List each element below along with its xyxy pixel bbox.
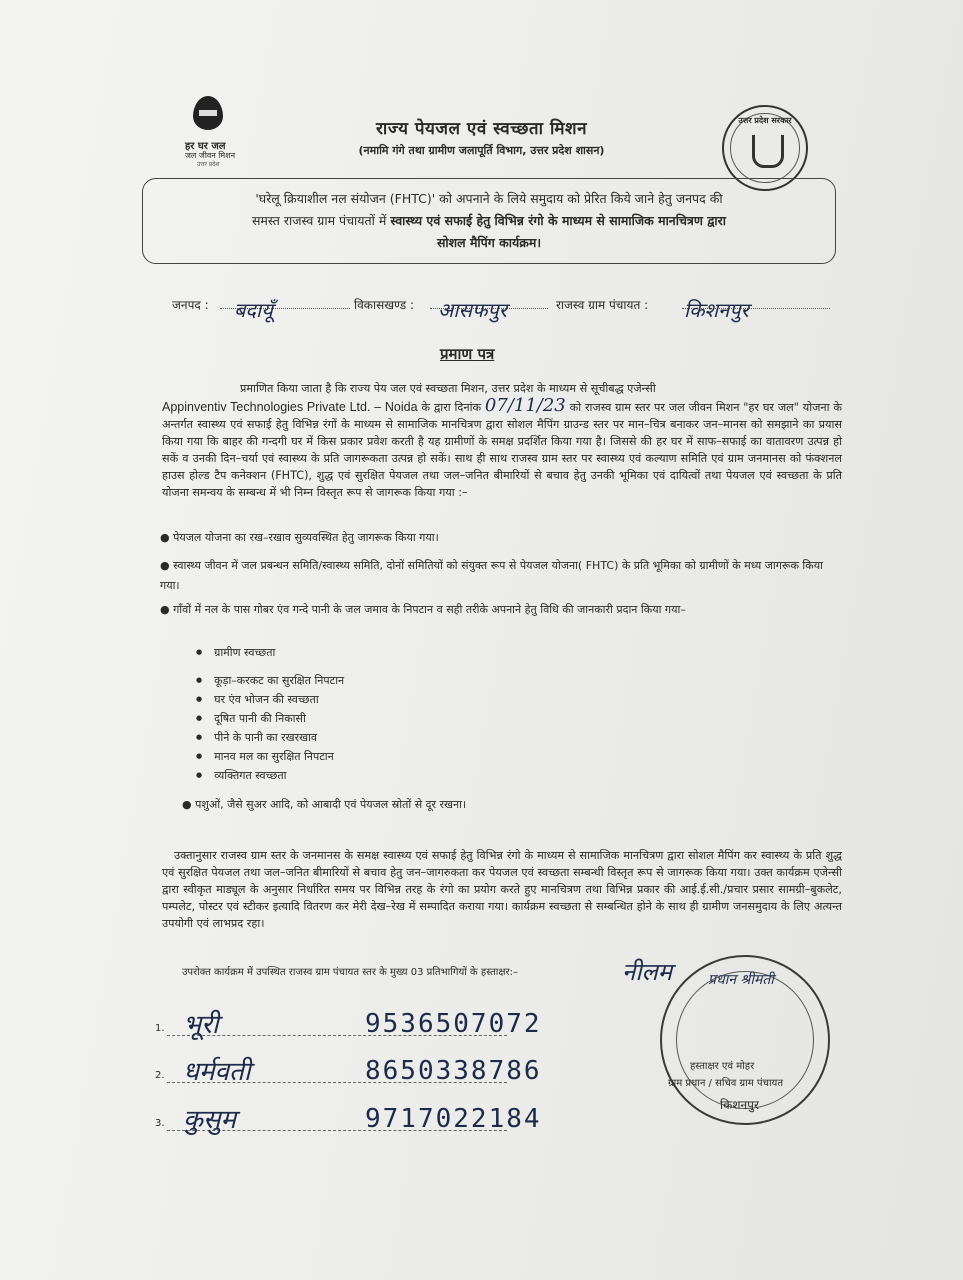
- block-value: आसफपुर: [438, 298, 507, 322]
- program-date: 07/11/23: [484, 395, 566, 416]
- page-title: राज्य पेयजल एवं स्वच्छता मिशन: [375, 119, 588, 139]
- participant-phone: 9536507072: [365, 1009, 542, 1039]
- list-item: ● घर एंव भोजन की स्वच्छता: [196, 692, 344, 711]
- signature-number: 1.: [155, 1023, 165, 1034]
- date-prefix: के द्वारा दिनांक: [417, 401, 485, 414]
- list-item: ● दूषित पानी की निकासी: [196, 711, 344, 730]
- signature-number: 3.: [155, 1118, 165, 1129]
- bullet-2: ● स्वास्थ्य जीवन में जल प्रबन्धन समिति/स्वास्थ्य समिति, दोनों समितियों को संयुक्त रूप से पेयजल योजना( FHTC) के प्रति भूमिका को ग्रामीणों के मध्य जागरूक किया गया।: [160, 559, 823, 592]
- para1-rest: को राजस्व ग्राम स्तर पर जल जीवन मिशन "हर घर जल" योजना के अन्तर्गत स्वास्थ्य एवं सफाई हेतु विभिन्न रंगों के माध्यम से सामाजिक मानचित्रण द्वारा सोशल मैपिंग ग्राउन्ड स्तर पर मान–चित्र बनाकर जन–मानस को समझाने का प्रयास किया गया कि बाहर की गन्दगी घर में किस प्रकार प्रवेश करती है यह ग्रामीणों के समक्ष प्रदर्शित किया गया है। जिससे की हर घर में साफ–सफाई का वातावरण उत्पन्न हो सकें व उनकी दिन–चर्या एवं स्वास्थ्य के प्रति जागरूकता उत्पन्न हो सकें। साथ ही साथ राजस्व ग्राम स्तर पर स्वास्थ्य एवं कल्याण समिति एवं ग्राम जनमानस को फंक्शनल हाउस होल्ड टैप कनेक्शन (FHTC), शुद्ध एवं सुरक्षित पेयजल तथा जल–जनित बीमारियों से बचाव हेतु उनकी भूमिका एवं दायित्वों तथा पेयजल एवं स्वच्छता के प्रति योजना समन्वय के सम्बन्ध में भी निम्न विस्तृत रूप से जागरूक किया गया :–: [162, 401, 842, 499]
- para1-line1: प्रमाणित किया जाता है कि राज्य पेय जल एवं स्वच्छता मिशन, उत्तर प्रदेश के माध्यम से सूचीबद्ध एजेन्सी: [240, 382, 656, 395]
- logo-line2: जल जीवन मिशन: [185, 151, 236, 160]
- para2-text: उक्तानुसार राजस्व ग्राम स्तर के जनमानस के समक्ष स्वास्थ्य एवं सफाई हेतु विभिन्न रंगो के माध्यम से सामाजिक मानचित्रण द्वारा सोशल मैपिंग कर स्वास्थ्य के प्रति शुद्ध एवं सुरक्षित पेयजल तथा जल–जनित बीमारियों से बचाव हेतु जन–जागरुकता कर पेयजल एवं स्वच्छता सम्बन्धी विस्तृत रूप से जागरूक किया गया। उक्त कार्यक्रम एजेन्सी द्वारा स्वीकृत माड्यूल के अनुसार निर्धारित समय पर विभिन्न तरह के रंगो का प्रयोग करते हुए मानचित्रण तथा विभिन्न प्रकार की आई.ई.सी./प्रचार प्रसार सामग्री–बुकलेट, पम्पलेट, पोस्टर एवं स्टीकर इत्यादि वितरण कर मेरी देख–रेख में सम्पादित कराया गया। कार्यक्रम स्वच्छता से सम्बन्धित होने के साथ ही ग्रामीण जनसमुदाय के लिए अत्यन्त उपयोगी एवं लाभप्रद रहा।: [162, 849, 842, 930]
- emblem-bow-icon: [752, 135, 784, 168]
- bullet-4-text: पशुओं, जैसे सुअर आदि, को आबादी एवं पेयजल स्रोतों से दूर रखना।: [195, 798, 467, 811]
- sanitation-sub-list: [196, 645, 344, 787]
- block-label: विकासखण्ड :: [354, 298, 415, 312]
- bullet-2-text: स्वास्थ्य जीवन में जल प्रबन्धन समिति/स्वास्थ्य समिति, दोनों समितियों को संयुक्त रूप से पेयजल योजना( FHTC) के प्रति भूमिका को ग्रामीणों के मध्य जागरूक किया गया।: [160, 559, 823, 592]
- list-item: ● व्यक्तिगत स्वच्छता: [196, 768, 344, 787]
- banner-line3-b: सोशल मैपिंग कार्यक्रम।: [436, 235, 542, 250]
- logo-line3: उत्तर प्रदेश: [197, 161, 220, 168]
- list-item: ● ग्रामीण स्वच्छता: [196, 645, 344, 664]
- stamp-line3: किशनपुर: [720, 1098, 759, 1112]
- participant-signature-3: [155, 1100, 595, 1144]
- participant-name: भूरी: [183, 1010, 219, 1040]
- list-item: ● कूड़ा–करकट का सुरक्षित निपटान: [196, 673, 344, 692]
- banner-line3: [157, 232, 821, 254]
- signature-number: 2.: [155, 1070, 165, 1081]
- participant-name: धर्मवती: [183, 1057, 251, 1087]
- program-banner: [142, 178, 836, 264]
- certificate-heading: प्रमाण पत्र: [440, 345, 495, 363]
- janpad-value: बदायूँ: [234, 298, 273, 322]
- bullet-3-text: गाँवों में नल के पास गोबर एंव गन्दे पानी के जल जमाव के निपटान व सही तरीके अपनाने हेतु विधि की जानकारी प्रदान किया गया–: [173, 603, 686, 616]
- agency-name: Appinventiv Technologies Private Ltd. – Noida: [162, 400, 418, 414]
- stamp-ring-text: प्रधान श्रीमती: [708, 972, 774, 988]
- logo-line1: हर घर जल: [185, 141, 226, 152]
- banner-line2: [157, 210, 821, 232]
- certificate-paragraph-1: [162, 380, 842, 501]
- gp-label: राजस्व ग्राम पंचायत :: [556, 298, 649, 312]
- participant-phone: 8650338786: [365, 1056, 542, 1086]
- banner-line2-a: समस्त राजस्व ग्राम पंचायतों में: [251, 213, 391, 228]
- bullet-3: ● गाँवों में नल के पास गोबर एंव गन्दे पानी के जल जमाव के निपटान व सही तरीके अपनाने हेतु विधि की जानकारी प्रदान किया गया–: [160, 603, 686, 616]
- emblem-text: उत्तर प्रदेश सरकार: [738, 116, 792, 125]
- pradhan-signature: नीलम: [622, 958, 673, 986]
- participant-name: कुसुम: [183, 1105, 237, 1135]
- banner-line2-b: स्वास्थ्य एवं सफाई हेतु विभिन्न रंगो के माध्यम से सामाजिक मानचित्रण द्वारा: [390, 213, 726, 228]
- certificate-paragraph-2: [162, 847, 842, 932]
- stamp-line1: हस्ताक्षर एवं मोहर: [690, 1061, 755, 1072]
- banner-line1: 'घरेलू क्रियाशील नल संयोजन (FHTC)' को अपनाने के लिये समुदाय को प्रेरित किये जाने हेतु जनपद की: [255, 191, 723, 206]
- list-item: ● मानव मल का सुरक्षित निपटान: [196, 749, 344, 768]
- bullet-1-text: पेयजल योजना का रख–रखाव सुव्यवस्थित हेतु जागरूक किया गया।: [173, 531, 439, 544]
- participant-signature-2: [155, 1052, 595, 1096]
- page-subtitle: (नमामि गंगे तथा ग्रामीण जलापूर्ति विभाग, उत्तर प्रदेश शासन): [358, 144, 605, 157]
- janpad-label: जनपद :: [172, 298, 209, 312]
- gp-value: किशनपुर: [684, 298, 749, 322]
- signature-note: उपरोक्त कार्यक्रम में उपस्थित राजस्व ग्राम पंचायत स्तर के मुख्य 03 प्रतिभागियों के हस्ताक्षर:–: [181, 967, 519, 978]
- bullet-4: ● पशुओं, जैसे सुअर आदि, को आबादी एवं पेयजल स्रोतों से दूर रखना।: [182, 798, 467, 811]
- location-fields: [172, 290, 832, 322]
- list-item: ● पीने के पानी का रखरखाव: [196, 730, 344, 749]
- participant-signature-1: [155, 1005, 595, 1049]
- participant-phone: 9717022184: [365, 1104, 542, 1134]
- stamp-line2: ग्राम प्रधान / सचिव ग्राम पंचायत: [668, 1078, 784, 1089]
- bullet-1: ● पेयजल योजना का रख–रखाव सुव्यवस्थित हेतु जागरूक किया गया।: [160, 531, 439, 544]
